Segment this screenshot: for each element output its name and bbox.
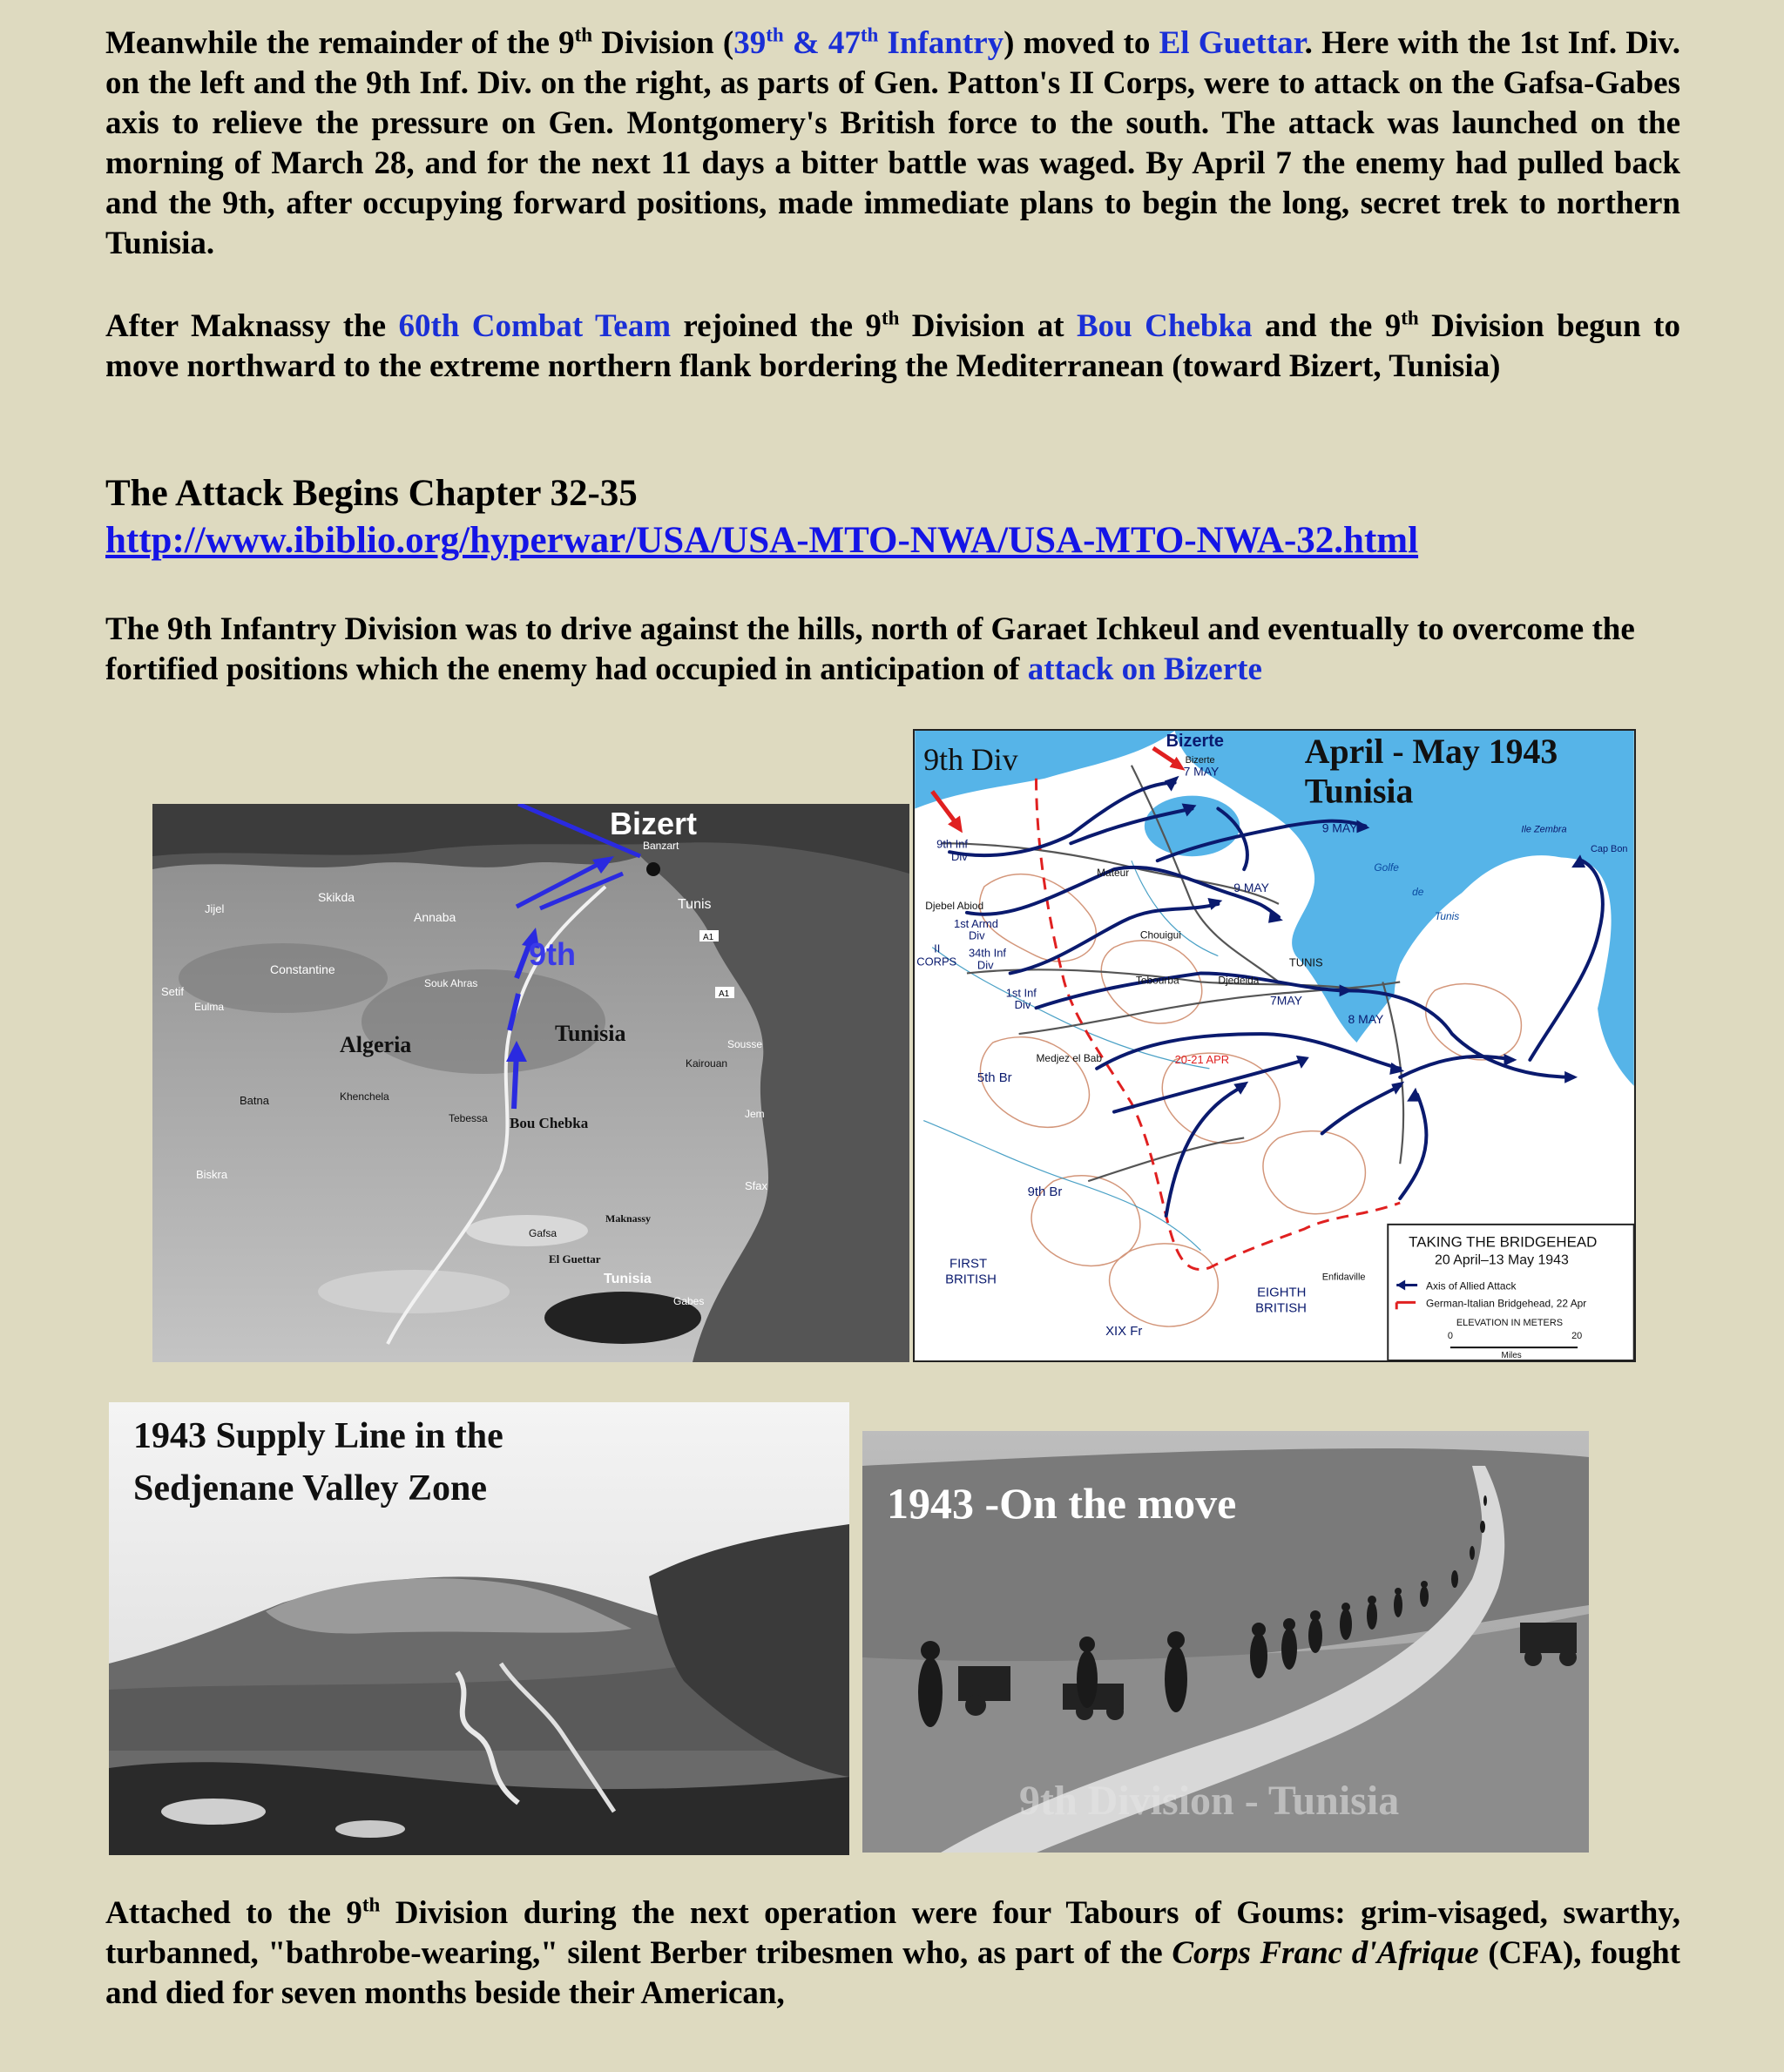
unit-label: XIX Fr bbox=[1105, 1325, 1143, 1340]
road-a1-label: A1 bbox=[703, 933, 714, 942]
unit-label: 1st Inf bbox=[1005, 986, 1037, 1000]
khenchela-label: Khenchela bbox=[340, 1090, 389, 1103]
batna-label: Batna bbox=[240, 1094, 269, 1107]
photo-caption: 1943 -On the move bbox=[887, 1479, 1237, 1528]
supply-line-photo bbox=[109, 1402, 849, 1855]
text: (CFA), fought and died for seven months beside their American, bbox=[105, 1935, 1680, 2011]
ninth-label: 9th bbox=[529, 936, 576, 972]
text: Division at bbox=[899, 308, 1077, 344]
unit-label: CORPS bbox=[916, 955, 957, 969]
legend-elevation: ELEVATION IN METERS bbox=[1456, 1318, 1564, 1329]
chouigui-label: Chouigui bbox=[1139, 928, 1181, 942]
attack-on-bizerte-link[interactable]: attack on Bizerte bbox=[1027, 651, 1262, 687]
text: After Maknassy the bbox=[105, 308, 399, 344]
campaign-map bbox=[913, 729, 1636, 1362]
ile-zembra-label: Ile Zembra bbox=[1521, 824, 1567, 835]
date-label: 8 MAY bbox=[1348, 1012, 1384, 1027]
tunisia-label: Tunisia bbox=[555, 1021, 626, 1046]
unit-label: Div bbox=[1014, 998, 1031, 1012]
text: Meanwhile the remainder of the 9 bbox=[105, 25, 575, 61]
army-label: FIRST bbox=[949, 1257, 988, 1272]
tunis-label: TUNIS bbox=[1288, 955, 1323, 969]
jijel-label: Jijel bbox=[205, 902, 225, 915]
golfe-label: Golfe bbox=[1374, 861, 1399, 874]
biskra-label: Biskra bbox=[196, 1168, 228, 1181]
ninth-div-label: 9th Div bbox=[923, 741, 1018, 777]
sousse-label: Sousse bbox=[727, 1038, 763, 1050]
text: rejoined the 9 bbox=[671, 308, 882, 344]
cap-bon-label: Cap Bon bbox=[1590, 844, 1628, 855]
setif-label: Setif bbox=[161, 985, 185, 998]
legend-title: TAKING THE BRIDGEHEAD bbox=[1409, 1233, 1598, 1251]
djedeida-label: Djedeida bbox=[1218, 974, 1260, 987]
photo-caption-line2: Sedjenane Valley Zone bbox=[133, 1468, 488, 1508]
bizert-label: Bizert bbox=[610, 806, 698, 841]
unit-label: Div bbox=[951, 850, 968, 864]
scale-label: 20 bbox=[1571, 1331, 1583, 1342]
mateur-label: Mateur bbox=[1097, 867, 1130, 880]
el-guettar-link[interactable]: El Guettar bbox=[1159, 25, 1305, 61]
intro-paragraph bbox=[105, 24, 1680, 264]
scale-label: 0 bbox=[1447, 1331, 1453, 1342]
legend-axis: Axis of Allied Attack bbox=[1426, 1279, 1517, 1292]
annaba-label: Annaba bbox=[414, 910, 456, 924]
infantry-link[interactable]: 39th & 47th Infantry bbox=[733, 24, 1004, 61]
text: Division begun to move northward to the extreme northern flank bordering the Mediterranean (toward Bizert, Tunisia) bbox=[105, 308, 1680, 384]
attack-paragraph bbox=[105, 610, 1680, 690]
djebel-abiod-label: Djebel Abiod bbox=[925, 899, 984, 912]
bizerte-small-label: Bizerte bbox=[1185, 754, 1215, 766]
gafsa-label: Gafsa bbox=[529, 1227, 558, 1239]
unit-label: Div bbox=[968, 928, 985, 942]
sfax-label: Sfax bbox=[745, 1179, 768, 1192]
date-label: 20-21 APR bbox=[1174, 1052, 1230, 1066]
superscript: th bbox=[574, 24, 593, 46]
scale-label: Miles bbox=[1501, 1351, 1522, 1360]
date-label: 9 MAY bbox=[1233, 880, 1269, 894]
army-label: EIGHTH bbox=[1257, 1286, 1307, 1300]
medjez-label: Medjez el Bab bbox=[1036, 1051, 1103, 1064]
tunis-label: Tunis bbox=[678, 897, 712, 912]
souk-ahras-label: Souk Ahras bbox=[424, 977, 478, 989]
photo-watermark: 9th Division - Tunisia bbox=[1019, 1778, 1400, 1824]
jem-label: Jem bbox=[745, 1108, 765, 1120]
italic-text: Corps Franc d'Afrique bbox=[1172, 1935, 1479, 1971]
skikda-label: Skikda bbox=[318, 890, 355, 904]
goums-paragraph bbox=[105, 1893, 1680, 2014]
date-label: 7MAY bbox=[1270, 993, 1302, 1008]
superscript: th bbox=[362, 1893, 381, 1916]
army-label: BRITISH bbox=[945, 1272, 997, 1287]
maknassy-label: Maknassy bbox=[605, 1212, 652, 1225]
text: . Here with the 1st Inf. Div. on the left and the 9th Inf. Div. on the right, as parts of Gen. Patton's II Corps, were to attack on the Gafsa-Gabes axis to relieve the pressure on Gen. Montgomery's British force to the south. The attack was launched on the morning of March 28, and for the next 11 days a bitter battle was waged. By April 7 the enemy had pulled back and the 9th, after occupying forward positions, made immediate plans to begin the long, secret trek to northern Tunisia. bbox=[105, 25, 1680, 261]
unit-label: Div bbox=[976, 958, 994, 972]
section-heading: The Attack Begins Chapter 32-35 bbox=[105, 473, 638, 514]
tebessa-label: Tebessa bbox=[449, 1112, 488, 1124]
unit-label: II bbox=[934, 942, 941, 955]
unit-label: 1st Armd bbox=[954, 916, 998, 930]
golfe-label: de bbox=[1412, 885, 1424, 898]
unit-label: 9th Br bbox=[1027, 1185, 1063, 1200]
unit-label: 34th Inf bbox=[968, 946, 1007, 960]
eulma-label: Eulma bbox=[194, 1001, 225, 1013]
date-label: 7 MAY bbox=[1183, 764, 1220, 779]
maknassy-paragraph bbox=[105, 307, 1680, 387]
golfe-label: Tunis bbox=[1434, 909, 1460, 922]
enfidaville-label: Enfidaville bbox=[1321, 1272, 1366, 1283]
unit-label: 9th Inf bbox=[936, 837, 969, 851]
superscript: th bbox=[1401, 307, 1419, 329]
legend-dates: 20 April–13 May 1943 bbox=[1434, 1252, 1569, 1268]
map-subtitle: Tunisia bbox=[1304, 772, 1414, 811]
unit-label: 5th Br bbox=[976, 1070, 1012, 1085]
combat-team-link[interactable]: 60th Combat Team bbox=[398, 308, 672, 344]
gabes-label: Gabes bbox=[673, 1295, 705, 1307]
text: ) moved to bbox=[1004, 25, 1159, 61]
algeria-label: Algeria bbox=[340, 1032, 412, 1057]
bou-chebka-link[interactable]: Bou Chebka bbox=[1077, 308, 1253, 344]
photo-caption-line1: 1943 Supply Line in the bbox=[133, 1416, 503, 1456]
text: and the 9 bbox=[1252, 308, 1402, 344]
text: The 9th Infantry Division was to drive against the hills, north of Garaet Ichkeul and eventually to overcome the fortified positions which the enemy had occupied in anticipation of bbox=[105, 611, 1635, 687]
hyperwar-link[interactable]: http://www.ibiblio.org/hyperwar/USA/USA-MTO-NWA/USA-MTO-NWA-32.html bbox=[105, 520, 1419, 561]
text: Division ( bbox=[592, 25, 734, 61]
kairouan-label: Kairouan bbox=[686, 1057, 728, 1070]
date-label: 9 MAY bbox=[1321, 820, 1358, 835]
bizerte-label: Bizerte bbox=[1166, 731, 1224, 751]
map-title: April - May 1943 bbox=[1304, 732, 1558, 771]
el-guettar-label: El Guettar bbox=[549, 1252, 601, 1265]
satellite-map bbox=[152, 804, 909, 1362]
on-the-move-photo bbox=[862, 1431, 1589, 1853]
constantine-label: Constantine bbox=[270, 962, 335, 976]
text: Division during the next operation were four Tabours of Goums: grim-visaged, swarthy, turbanned, "bathrobe-wearing," silent Berber tribesmen who, as part of the bbox=[105, 1895, 1680, 1971]
text: Attached to the 9 bbox=[105, 1895, 362, 1931]
army-label: BRITISH bbox=[1255, 1301, 1307, 1316]
tebourba-label: Tebourba bbox=[1135, 974, 1179, 987]
tunisia-small-label: Tunisia bbox=[604, 1272, 652, 1286]
bou-chebka-label: Bou Chebka bbox=[510, 1115, 589, 1131]
superscript: th bbox=[881, 307, 900, 329]
banzart-label: Banzart bbox=[643, 840, 679, 852]
legend-bridgehead: German-Italian Bridgehead, 22 Apr bbox=[1426, 1297, 1587, 1310]
road-a1-label: A1 bbox=[719, 989, 730, 999]
